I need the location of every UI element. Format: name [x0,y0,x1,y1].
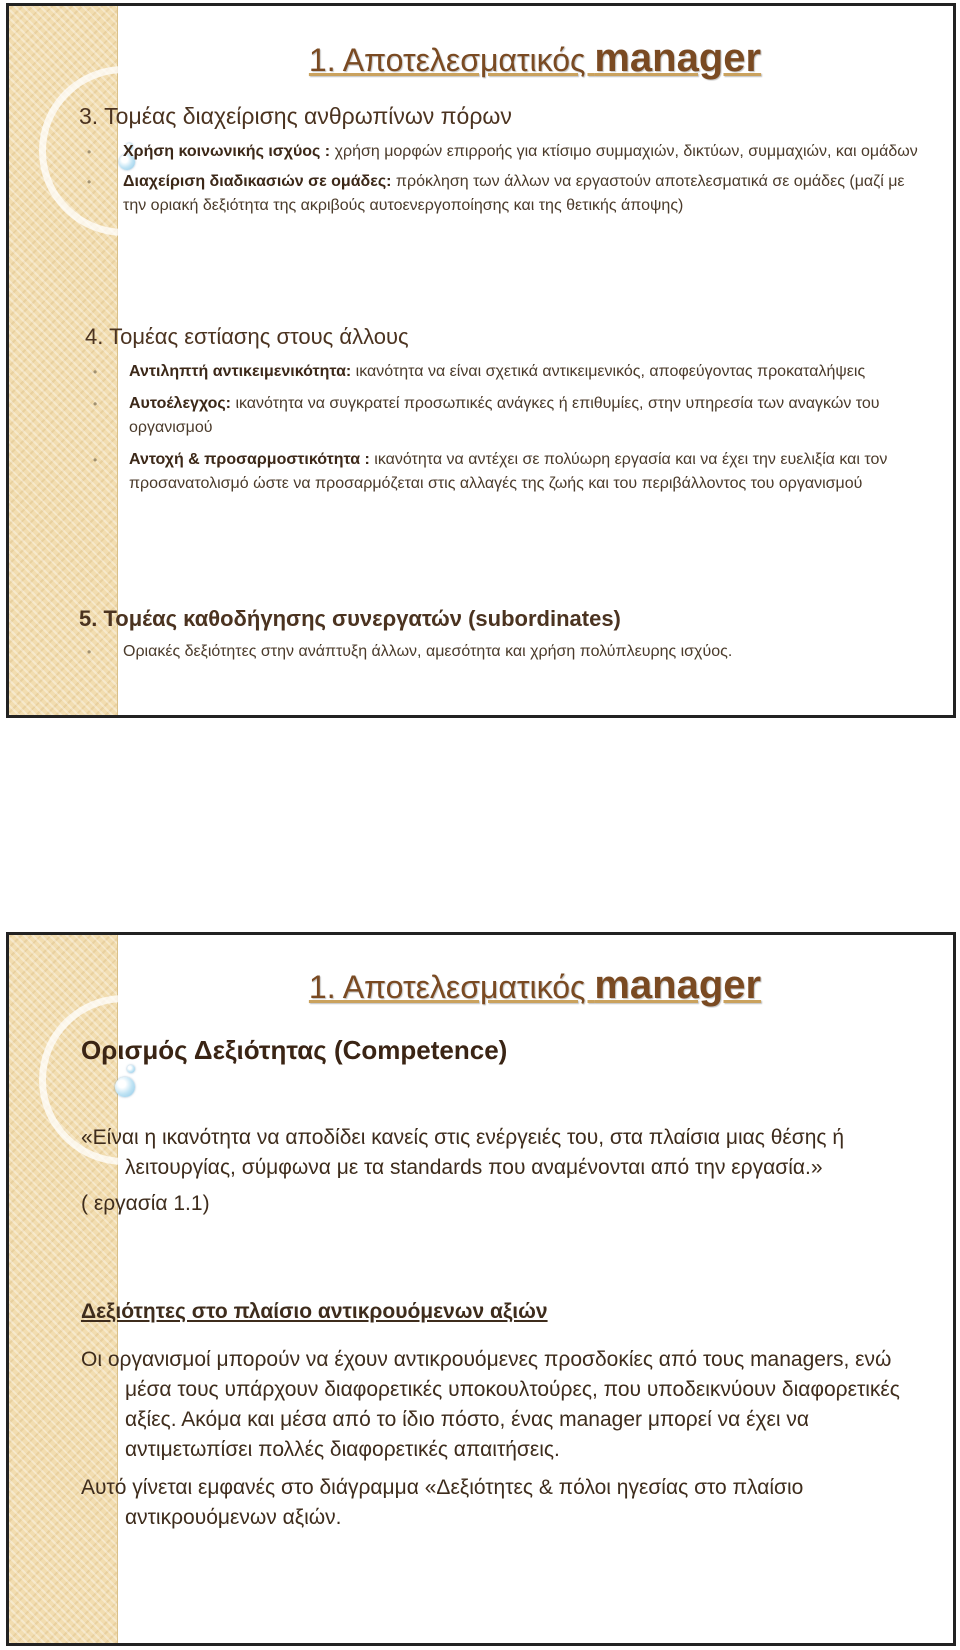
item-text: ικανότητα να είναι σχετικά αντικειμενικός, αποφεύγοντας προκαταλήψεις [351,363,866,380]
decorative-bubble [115,1077,135,1097]
list-item [79,140,925,164]
item-text: ικανότητα να αντέχει σε πολύωρη εργασία και να έχει την ευελιξία και τον προσανατολισμό ώστε να προσαρμόζεται στις αλλαγές της ζωής και του περιβάλλοντος του οργανισμού [129,451,888,492]
definition-quote: «Είναι η ικανότητα να αποδίδει κανείς στις ενέργειές του, στα πλαίσια μιας θέσης ή λειτουργίας, σύμφωνα με τα standards που αναμένονται από την εργασία.» [81,1126,845,1179]
list-item [85,448,925,496]
values-section [81,1297,913,1533]
item-term: Διαχείριση διαδικασιών σε ομάδες: [123,173,392,190]
title-emphasis: manager [594,36,762,80]
section-list [85,360,925,496]
section-subheading: Δεξιότητες στο πλαίσιο αντικρουόμενων αξιών [81,1300,548,1323]
definition-reference: ( εργασία 1.1) [81,1192,210,1215]
item-term: Χρήση κοινωνικής ισχύος : [123,143,331,160]
list-item [79,170,925,218]
definition-block [81,1123,913,1219]
slide-title [117,963,953,1008]
item-term: Αντιληπτή αντικειμενικότητα: [129,363,352,380]
item-text: πρόκληση των άλλων να εργαστούν αποτελεσματικά σε ομάδες (μαζί με την οριακή δεξιότητα της ακριβούς αυτοενεργοποίησης και της θετικής άποψης) [123,173,905,214]
title-prefix: 1. Αποτελεσματικός [308,969,595,1005]
item-term: Αυτοέλεγχος: [129,395,231,412]
section-5 [79,606,925,664]
definition-heading [81,1035,913,1065]
title-prefix: 1. Αποτελεσματικός [308,42,595,78]
item-term: Αντοχή & προσαρμοστικότητα : [129,451,370,468]
section-heading: 5. Τομέας καθοδήγησης συνεργατών (subordinates) [79,606,621,631]
decorative-bubble-small [127,1065,135,1073]
slide-2 [6,932,956,1646]
item-text: χρήση μορφών επιρροής για κτίσιμο συμμαχιών, δικτύων, συμμαχιών, και ομάδων [330,143,918,160]
item-text: ικανότητα να συγκρατεί προσωπικές ανάγκες ή επιθυμίες, στην υπηρεσία των αναγκών του οργανισμού [129,395,880,436]
slide-1 [6,3,956,718]
section-heading: 3. Τομέας διαχείρισης ανθρωπίνων πόρων [79,103,512,129]
heading-text: Ορισμός Δεξιότητας (Competence) [81,1035,508,1065]
title-emphasis: manager [594,963,762,1007]
list-item [79,640,925,664]
list-item [85,392,925,440]
paragraph-diagram-reference: Αυτό γίνεται εμφανές στο διάγραμμα «Δεξιότητες & πόλοι ηγεσίας στο πλαίσιο αντικρουόμενων αξιών. [81,1476,804,1529]
section-3 [79,103,925,218]
list-item [85,360,925,384]
paragraph-organizations: Οι οργανισμοί μπορούν να έχουν αντικρουόμενες προσδοκίες από τους managers, ενώ μέσα τους υπάρχουν διαφορετικές υποκουλτούρες, που υποδεικνύουν διαφορετικές αξίες. Ακόμα και μέσα από το ίδιο πόστο, ένας manager μπορεί να έχει να αντιμετωπίσει πολλές διαφορετικές απαιτήσεις. [81,1348,900,1461]
section-4 [85,324,925,496]
slide-title [117,36,953,81]
section-list [79,140,925,218]
section-heading: 4. Τομέας εστίασης στους άλλους [85,324,409,349]
item-text: Οριακές δεξιότητες στην ανάπτυξη άλλων, αμεσότητα και χρήση πολύπλευρης ισχύος. [123,643,733,660]
section-list [79,640,925,664]
